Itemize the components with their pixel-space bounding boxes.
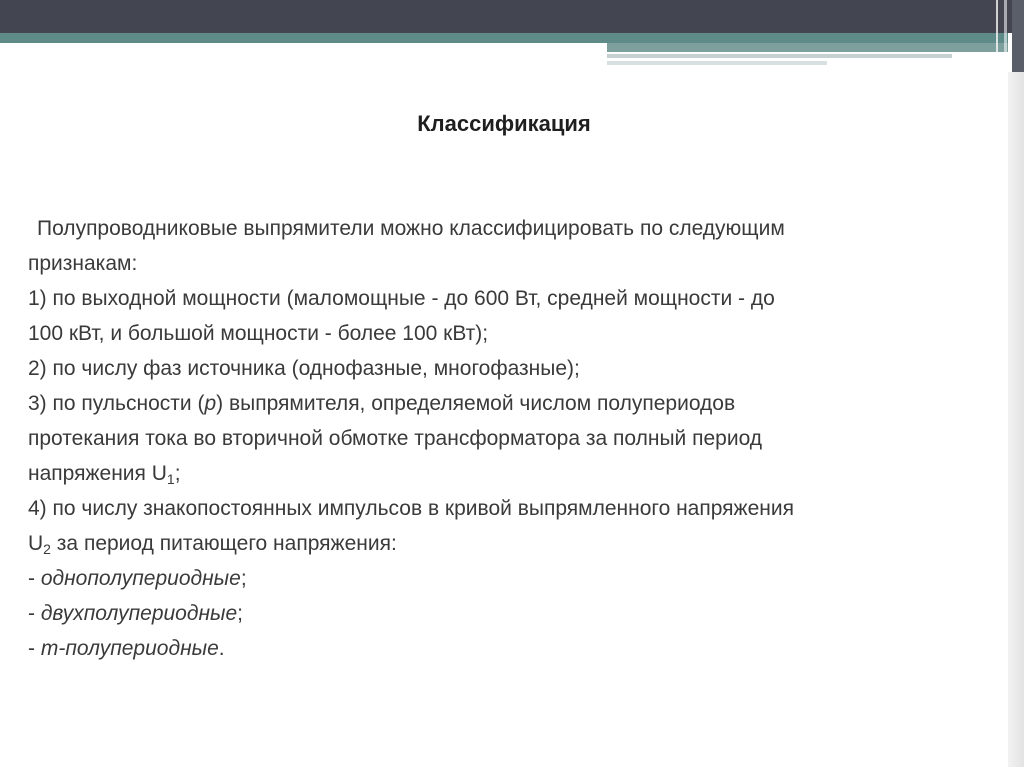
dash: - xyxy=(28,637,41,660)
sub-option-2 xyxy=(28,596,993,631)
header-edge-stripe xyxy=(996,0,998,72)
pulse-symbol: p xyxy=(204,392,217,415)
dash: - xyxy=(28,567,41,590)
header-edge-stripe xyxy=(1004,0,1007,72)
header-band-grey-light xyxy=(607,61,827,65)
item-3-text: ) выпрямителя, определяемой числом полупериодов xyxy=(216,392,736,415)
intro-line: Полупроводниковые выпрямители можно классифицировать по следующим xyxy=(37,217,785,240)
list-item-1: 1) по выходной мощности (маломощные - до 600 Вт, средней мощности - до xyxy=(28,287,775,310)
header-band-teal-secondary xyxy=(607,43,1008,52)
item-3-text: ; xyxy=(174,462,181,485)
subscript: 2 xyxy=(43,541,51,557)
voltage-symbol: U xyxy=(28,532,44,555)
item-3-text: 3) по пульсности ( xyxy=(28,392,205,415)
header-edge-block xyxy=(1012,0,1024,72)
option-text: двухполупериодные xyxy=(40,602,238,625)
subscript: 1 xyxy=(166,471,175,487)
list-item-3 xyxy=(28,386,993,421)
list-item-2: 2) по числу фаз источника (однофазные, многофазные); xyxy=(28,357,580,380)
list-item-1-continued: 100 кВт, и большой мощности - более 100 кВт); xyxy=(28,322,489,345)
right-edge-shadow xyxy=(1008,72,1024,767)
header-band-grey xyxy=(607,54,952,58)
sub-option-3 xyxy=(28,631,993,666)
list-item-4: 4) по числу знакопостоянных импульсов в кривой выпрямленного напряжения xyxy=(28,497,794,520)
slide-body xyxy=(28,211,993,666)
option-text: m-полупериодные xyxy=(40,637,219,660)
item-4-text: за период питающего напряжения: xyxy=(50,532,397,555)
intro-line: признакам: xyxy=(28,252,138,275)
slide-title: Классификация xyxy=(417,111,591,136)
punctuation: . xyxy=(218,637,225,660)
punctuation: ; xyxy=(237,602,243,625)
header-band-dark xyxy=(0,0,1024,33)
dash: - xyxy=(28,602,41,625)
list-item-3-continued xyxy=(28,456,993,491)
header-band-teal xyxy=(0,33,1008,43)
list-item-4-continued xyxy=(28,526,993,561)
sub-option-1 xyxy=(28,561,993,596)
item-3-text: напряжения U xyxy=(28,462,167,485)
punctuation: ; xyxy=(240,567,247,590)
option-text: однополупериодные xyxy=(40,567,241,590)
list-item-3-continued: протекания тока во вторичной обмотке трансформатора за полный период xyxy=(28,427,763,450)
